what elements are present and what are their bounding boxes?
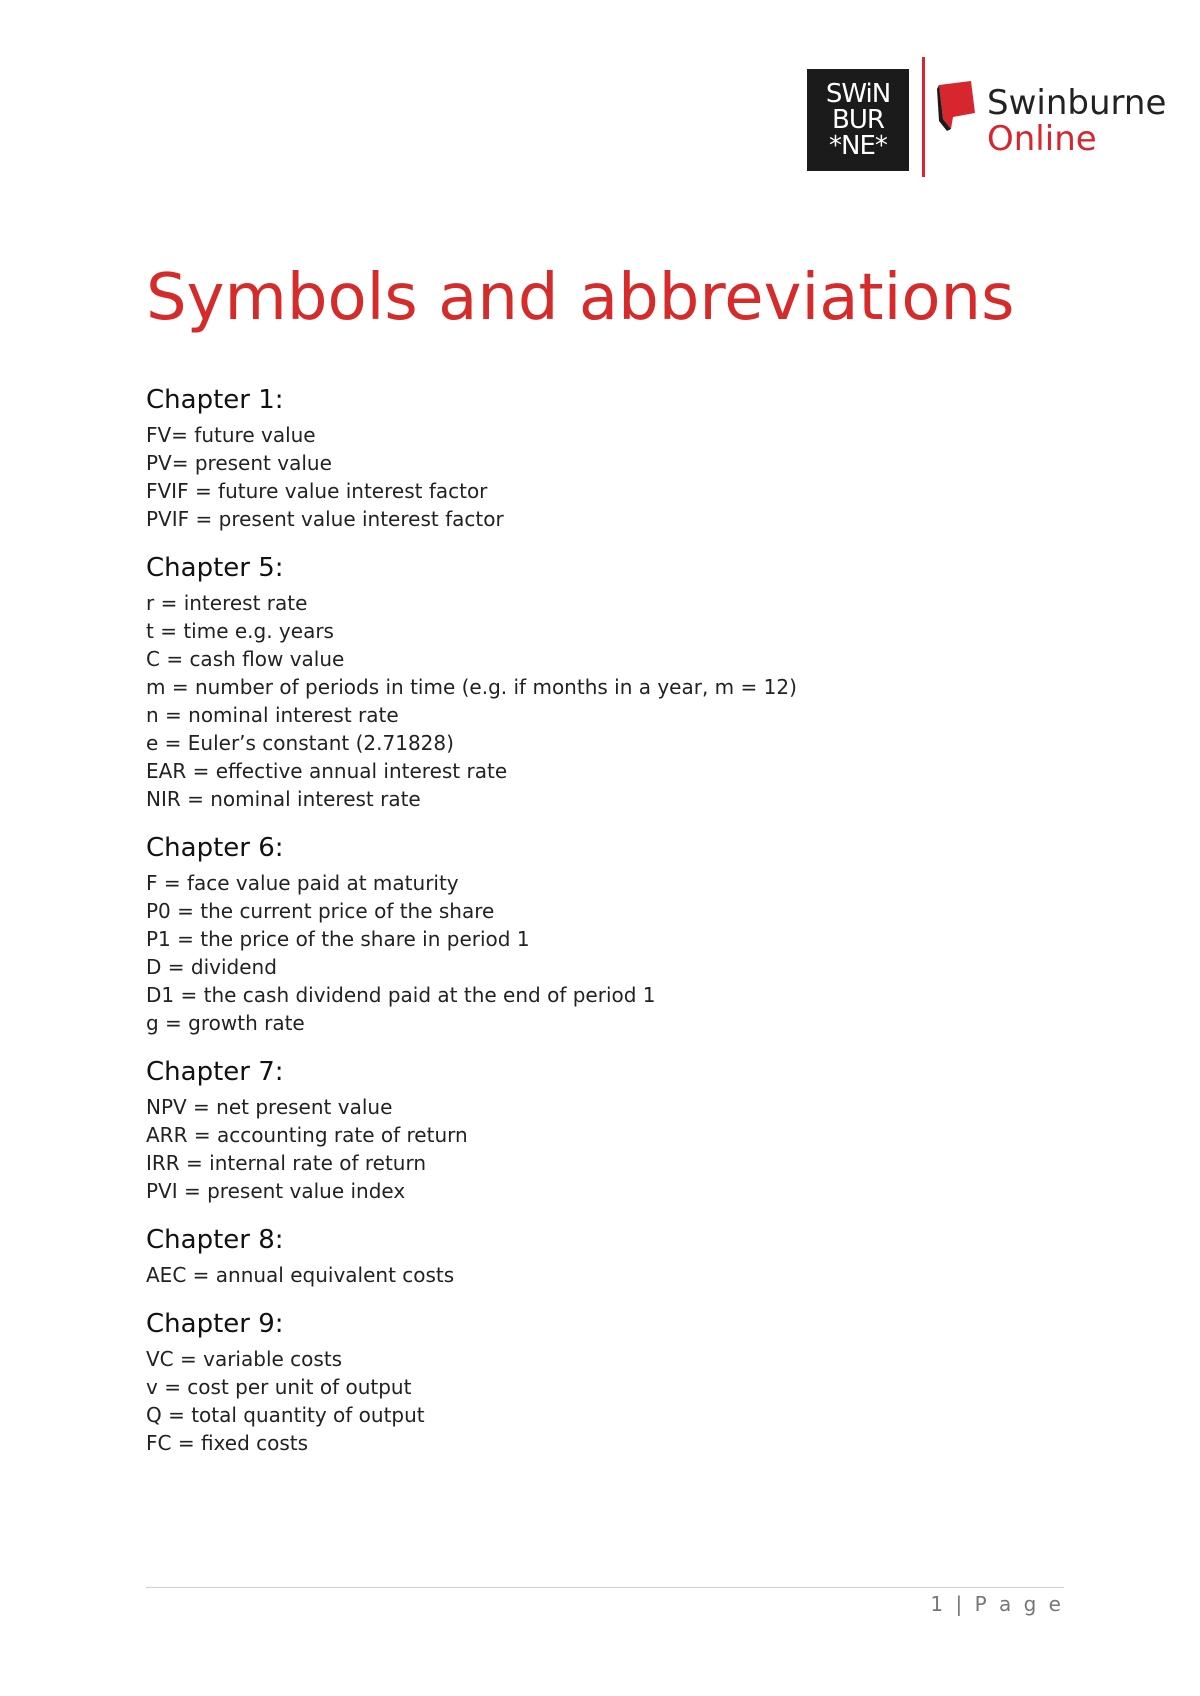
logo-name-line-1: Swinburne — [987, 83, 1167, 123]
abbreviation-entry: P0 = the current price of the share — [146, 899, 495, 923]
logo-box-line-1: SWiN — [825, 79, 891, 109]
abbreviation-entry: PVI = present value index — [146, 1179, 406, 1203]
abbreviation-entry: D = dividend — [146, 955, 277, 979]
abbreviation-entry: e = Euler’s constant (2.71828) — [146, 731, 454, 755]
swinburne-logo-box — [807, 69, 909, 171]
abbreviation-entry: r = interest rate — [146, 591, 308, 615]
abbreviation-entry: n = nominal interest rate — [146, 703, 399, 727]
chapter-heading: Chapter 1: — [146, 385, 284, 415]
chapter-heading: Chapter 6: — [146, 833, 284, 863]
chapter-section — [146, 1054, 1106, 1205]
abbreviation-entry: EAR = effective annual interest rate — [146, 759, 508, 783]
swinburne-online-logo — [807, 57, 1167, 177]
page-title: Symbols and abbreviations — [146, 261, 1015, 335]
abbreviation-entry: ARR = accounting rate of return — [146, 1123, 468, 1147]
chapter-heading: Chapter 8: — [146, 1225, 284, 1255]
abbreviation-entry: D1 = the cash dividend paid at the end of period 1 — [146, 983, 656, 1007]
abbreviation-entry: IRR = internal rate of return — [146, 1151, 427, 1175]
abbreviation-entry: C = cash flow value — [146, 647, 345, 671]
abbreviation-entry: PVIF = present value interest factor — [146, 507, 504, 531]
chapter-heading: Chapter 9: — [146, 1309, 284, 1339]
page-number: 1 | P a g e — [930, 1592, 1064, 1616]
abbreviation-entry: NIR = nominal interest rate — [146, 787, 421, 811]
logo-name-line-2: Online — [987, 119, 1097, 159]
chapter-section — [146, 830, 1106, 1037]
abbreviation-entry: PV= present value — [146, 451, 332, 475]
abbreviation-entry: g = growth rate — [146, 1011, 305, 1035]
chapter-heading: Chapter 7: — [146, 1057, 284, 1087]
chapter-section — [146, 1222, 1106, 1289]
logo-wordmark — [987, 85, 1166, 157]
abbreviation-entry: t = time e.g. years — [146, 619, 334, 643]
abbreviation-entry: VC = variable costs — [146, 1347, 343, 1371]
speech-bubble-icon — [935, 79, 979, 135]
chapter-section — [146, 1306, 1106, 1457]
abbreviation-entry: FV= future value — [146, 423, 316, 447]
chapters-list — [146, 382, 1106, 1474]
chapter-section — [146, 382, 1106, 533]
abbreviation-entry: FC = fixed costs — [146, 1431, 309, 1455]
logo-divider — [922, 57, 925, 177]
abbreviation-entry: AEC = annual equivalent costs — [146, 1263, 455, 1287]
chapter-heading: Chapter 5: — [146, 553, 284, 583]
abbreviation-entry: F = face value paid at maturity — [146, 871, 459, 895]
logo-box-line-2: BUR — [832, 105, 884, 135]
abbreviation-entry: Q = total quantity of output — [146, 1403, 425, 1427]
chapter-section — [146, 550, 1106, 813]
abbreviation-entry: v = cost per unit of output — [146, 1375, 412, 1399]
abbreviation-entry: P1 = the price of the share in period 1 — [146, 927, 530, 951]
abbreviation-entry: NPV = net present value — [146, 1095, 393, 1119]
abbreviation-entry: FVIF = future value interest factor — [146, 479, 488, 503]
footer-divider — [146, 1587, 1064, 1588]
logo-box-line-3: *NE* — [829, 131, 887, 161]
abbreviation-entry: m = number of periods in time (e.g. if months in a year, m = 12) — [146, 675, 797, 699]
